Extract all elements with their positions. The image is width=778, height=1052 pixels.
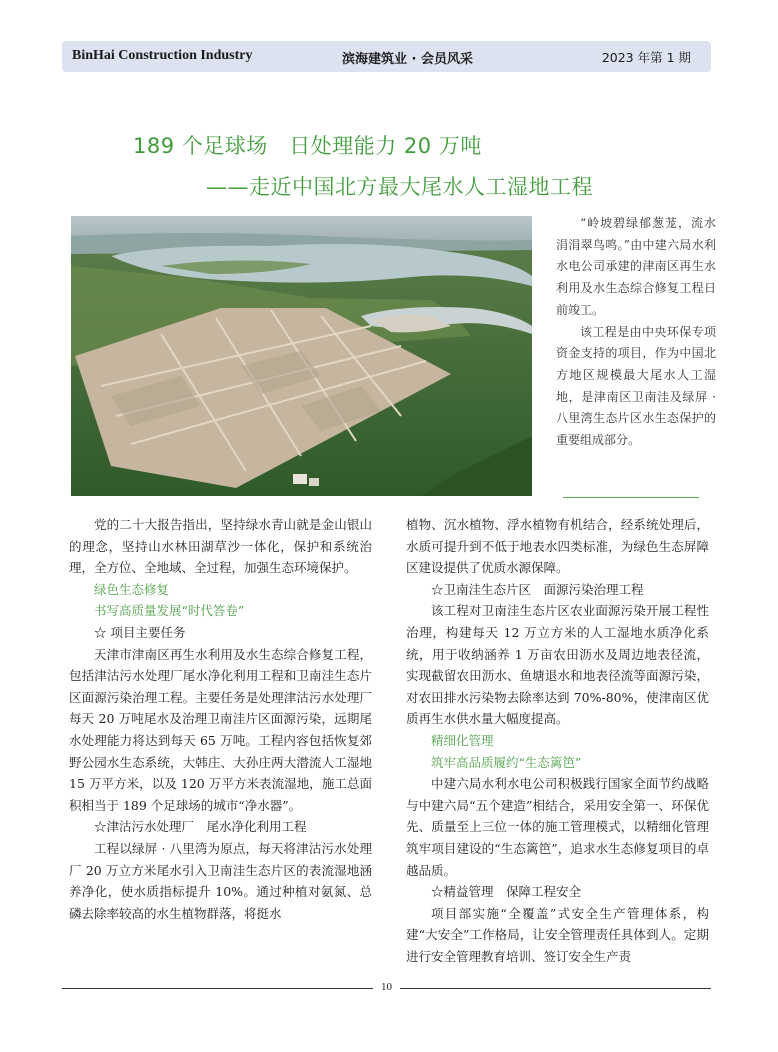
issue-label: 2023 年第 1 期 bbox=[601, 50, 691, 65]
body-paragraph: 该工程对卫南洼生态片区农业面源污染开展工程性治理，构建每天 12 万立方米的人工湿地水质净化系统，用于收纳涵养 1 万亩农田沥水及周边地表径流，实现截留农田沥水、鱼塘退水和地表径流等面源污染，对农田排水污染物去除率达到 70%-80%，使津南区优质再生水供水量大幅度提高。 bbox=[406, 603, 709, 727]
body-paragraph: 中建六局水利水电公司积极践行国家全面节约战略与中建六局“五个建造”相结合，采用安全第一、环保优先、质量至上三位一体的施工管理模式，以精细化管理筑牢项目建设的“生态篱笆”，追求水生态修复项目的卓越品质。 bbox=[406, 776, 709, 878]
wetland-aerial-photo bbox=[71, 216, 532, 496]
body-paragraph: 项目部实施“全覆盖”式安全生产管理体系，构建“大安全”工作格局，让安全管理责任具体到人。定期进行安全管理教育培训、签订安全生产责 bbox=[406, 905, 709, 964]
body-column-right bbox=[406, 514, 709, 967]
publication-name: BinHai Construction Industry bbox=[72, 48, 253, 63]
subsection-heading: ☆精益管理 保障工程安全 bbox=[431, 884, 582, 900]
intro-divider bbox=[563, 497, 699, 498]
section-heading: 筑牢高品质履约“生态篱笆” bbox=[431, 754, 582, 770]
section-heading: 绿色生态修复 bbox=[94, 581, 170, 597]
running-header bbox=[62, 41, 711, 72]
subsection-heading: ☆津沽污水处理厂 尾水净化利用工程 bbox=[94, 819, 307, 835]
footer-rule bbox=[62, 988, 373, 989]
section-title: 滨海建筑业 · 会员风采 bbox=[342, 52, 473, 67]
intro-paragraph: “岭坡碧绿郁葱茏，流水涓涓翠鸟鸣。”由中建六局水利水电公司承建的津南区再生水利用及水生态综合修复工程日前竣工。 bbox=[556, 216, 716, 317]
page-number: 10 bbox=[381, 981, 392, 993]
footer-rule bbox=[400, 988, 711, 989]
article-subtitle: ——走近中国北方最大尾水人工湿地工程 bbox=[206, 175, 593, 199]
intro-sidebar bbox=[556, 213, 716, 452]
article-title: 189 个足球场 日处理能力 20 万吨 bbox=[133, 134, 482, 158]
body-paragraph: 天津市津南区再生水利用及水生态综合修复工程，包括津沽污水处理厂尾水净化利用工程和卫南洼生态片区面源污染治理工程。主要任务是处理津沽污水处理厂每天 20 万吨尾水及治理卫南洼片区面源污染，远期尾水处理能力将达到每天 65 万吨。工程内容包括恢复郊野公园水生态系统，大韩庄、大孙庄两大潜流人工湿地 15 万平方米，以及 120 万平方米表流湿地，施工总面积相当于 189 个足球场的城市“净水器”。 bbox=[69, 646, 372, 813]
section-heading: 书写高质量发展“时代答卷” bbox=[94, 603, 245, 619]
intro-paragraph: 该工程是由中央环保专项资金支持的项目，作为中国北方地区规模最大尾水人工湿地，是津南区卫南洼及绿屏 · 八里湾生态片区水生态保护的重要组成部分。 bbox=[556, 324, 716, 448]
subsection-heading: ☆卫南洼生态片区 面源污染治理工程 bbox=[431, 581, 644, 597]
subsection-heading: ☆ 项目主要任务 bbox=[94, 624, 186, 640]
body-column-left bbox=[69, 514, 372, 924]
body-paragraph: 植物、沉水植物、浮水植物有机结合，经系统处理后，水质可提升到不低于地表水四类标准，为绿色生态屏障区建设提供了优质水源保障。 bbox=[406, 517, 709, 576]
body-paragraph: 党的二十大报告指出，坚持绿水青山就是金山银山的理念，坚持山水林田湖草沙一体化，保护和系统治理，全方位、全地域、全过程，加强生态环境保护。 bbox=[69, 517, 372, 576]
section-heading: 精细化管理 bbox=[431, 732, 494, 748]
body-paragraph: 工程以绿屏 · 八里湾为原点，每天将津沽污水处理厂 20 万立方米尾水引入卫南洼生态片区的表流湿地涵养净化，使水质指标提升 10%。通过种植对氨氮、总磷去除率较高的水生植物群落，将挺水 bbox=[69, 840, 372, 921]
